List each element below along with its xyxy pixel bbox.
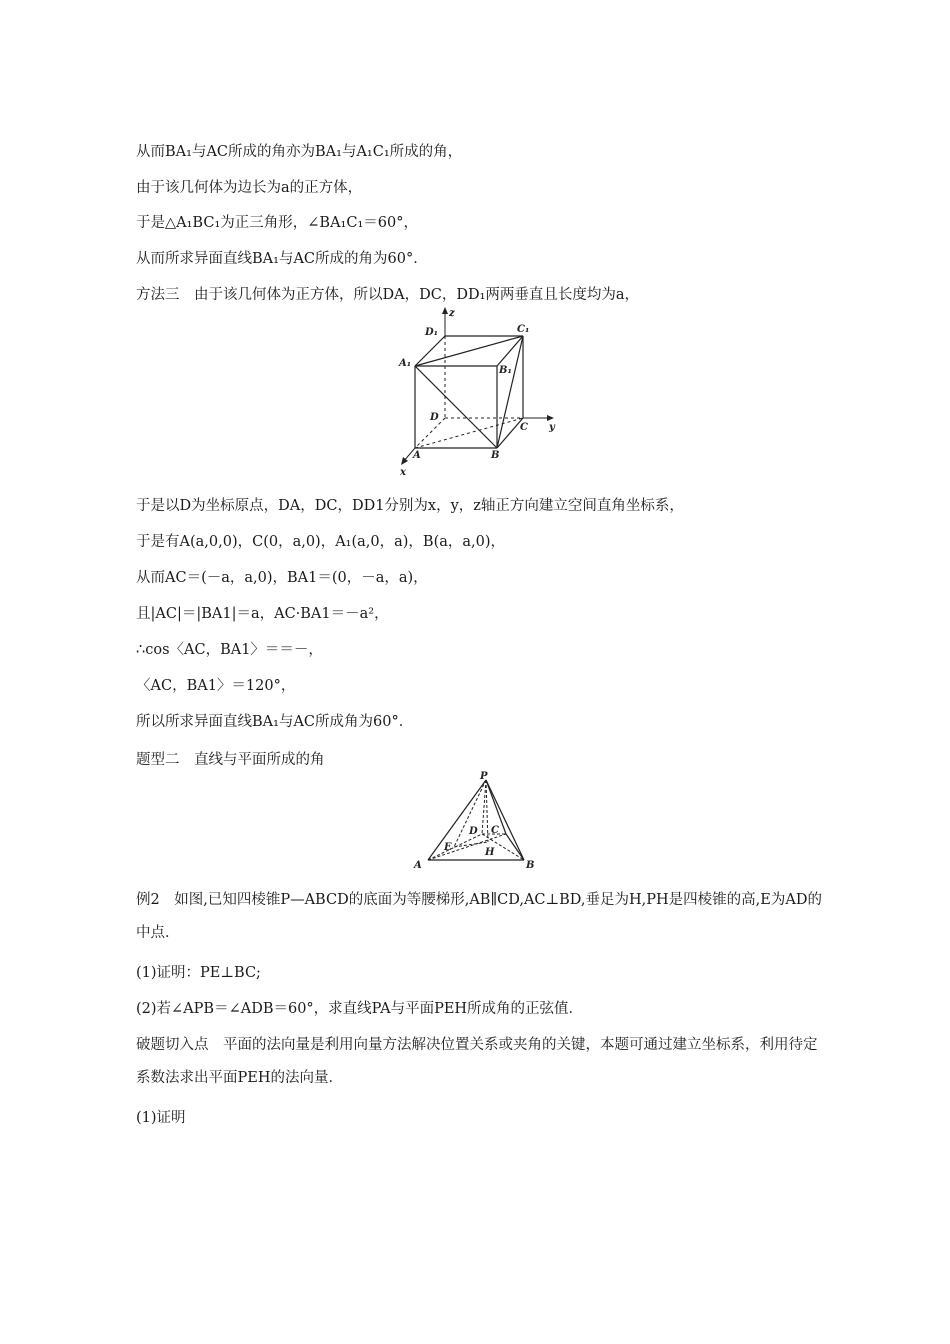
pyramid-figure — [410, 768, 545, 874]
text-line-5: 方法三 由于该几何体为正方体，所以DA，DC，DD₁两两垂直且长度均为a， — [136, 287, 640, 303]
section-heading: 题型二 直线与平面所成的角 — [136, 752, 325, 768]
vertex-P-label: P — [480, 771, 488, 782]
vertex-B-label: B — [491, 450, 500, 461]
vertex-A-label: A — [413, 450, 421, 461]
text-line-9: 且|AC|＝|BA1|＝a，AC·BA1＝－a²， — [136, 606, 389, 622]
vertex-A1-label: A₁ — [399, 358, 412, 369]
vertex-D-label-pyramid: D — [469, 826, 478, 837]
axis-y-label: y — [549, 422, 555, 433]
text-line-12: 所以所求异面直线BA₁与AC所成角为60°． — [136, 714, 414, 730]
vertex-D-label: D — [430, 412, 439, 423]
vertex-C-label: C — [520, 422, 528, 433]
text-line-3: 于是△A₁BC₁为正三角形，∠BA₁C₁＝60°， — [136, 215, 418, 231]
vertex-B1-label: B₁ — [499, 365, 512, 376]
vertex-D1-label: D₁ — [425, 327, 439, 338]
vertex-B-label-pyramid: B — [526, 860, 535, 871]
part-1-question: (1)证明：PE⊥BC; — [136, 965, 261, 981]
text-line-6: 于是以D为坐标原点，DA，DC，DD1分别为x，y，z轴正方向建立空间直角坐标系， — [136, 498, 684, 514]
axis-x-label: x — [400, 467, 406, 478]
text-line-11: 〈AC，BA1〉＝120°， — [136, 678, 296, 694]
text-line-8: 从而AC＝(－a，a,0)，BA1＝(0，－a，a)， — [136, 570, 428, 586]
text-line-1: 从而BA₁与AC所成的角亦为BA₁与A₁C₁所成的角， — [136, 144, 463, 160]
text-line-4: 从而所求异面直线BA₁与AC所成的角为60°． — [136, 251, 428, 267]
vertex-C1-label: C₁ — [517, 324, 530, 335]
vertex-A-label-pyramid: A — [414, 860, 422, 871]
vertex-C-label-pyramid: C — [491, 825, 499, 836]
example-2-statement: 例2 如图,已知四棱锥P—ABCD的底面为等腰梯形,AB∥CD,AC⊥BD,垂足为H,PH是四棱锥的高,E为AD的中点． — [136, 892, 822, 941]
text-line-7: 于是有A(a,0,0)，C(0，a,0)，A₁(a,0，a)，B(a，a,0)， — [136, 534, 506, 550]
solution-hint: 破题切入点 平面的法向量是利用向量方法解决位置关系或夹角的关键，本题可通过建立坐标系，利用待定系数法求出平面PEH的法向量． — [136, 1037, 818, 1086]
point-H-label: H — [485, 847, 495, 858]
part-2-question: (2)若∠APB＝∠ADB＝60°，求直线PA与平面PEH所成角的正弦值． — [136, 1001, 584, 1017]
axis-z-label: z — [449, 308, 455, 319]
point-E-label: E — [444, 842, 452, 853]
text-line-10: ∴cos〈AC，BA1〉＝＝－， — [136, 642, 323, 658]
cube-figure — [395, 304, 565, 480]
text-line-2: 由于该几何体为边长为a的正方体， — [136, 180, 363, 196]
proof-start: (1)证明 — [136, 1110, 186, 1126]
